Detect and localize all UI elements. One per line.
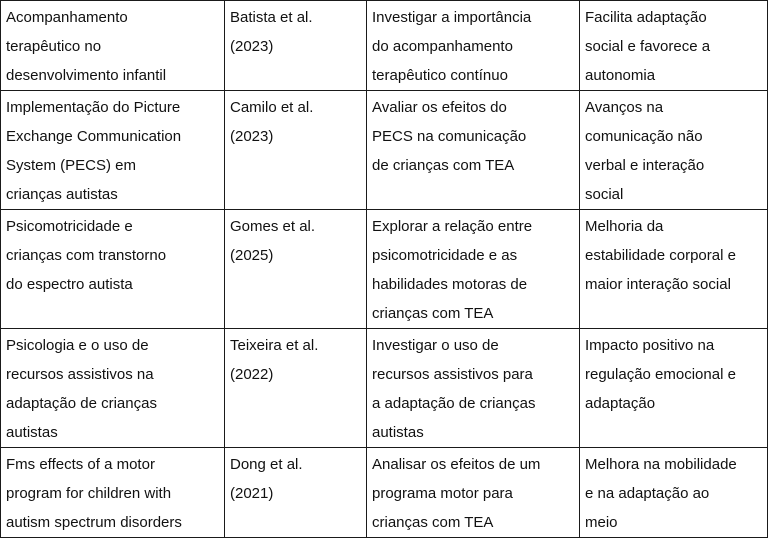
cell-line: meio (585, 514, 618, 531)
cell-line: regulação emocional e (585, 366, 736, 383)
study-objective-cell (367, 91, 580, 210)
study-results-cell (580, 329, 768, 448)
cell-line: do acompanhamento (372, 38, 513, 55)
cell-line: (2021) (230, 485, 274, 502)
cell-line: estabilidade corporal e (585, 247, 736, 264)
cell-line: Acompanhamento (6, 9, 128, 26)
cell-line: Analisar os efeitos de um (372, 456, 541, 473)
cell-line: maior interação social (585, 276, 731, 293)
cell-line: Dong et al. (230, 456, 303, 473)
cell-line: Impacto positivo na (585, 337, 715, 354)
cell-line: Batista et al. (230, 9, 313, 26)
cell-line: recursos assistivos na (6, 366, 154, 383)
cell-line: (2023) (230, 128, 274, 145)
cell-line: crianças autistas (6, 186, 118, 203)
cell-line: programa motor para (372, 485, 513, 502)
cell-line: social e favorece a (585, 38, 711, 55)
cell-line: desenvolvimento infantil (6, 67, 167, 84)
cell-line: terapêutico no (6, 38, 102, 55)
study-results-cell (580, 448, 768, 538)
cell-line: de crianças com TEA (372, 157, 515, 174)
cell-line: autistas (372, 424, 424, 441)
study-title-cell (1, 448, 225, 538)
cell-line: crianças com TEA (372, 305, 494, 322)
study-results-cell (580, 1, 768, 91)
cell-line: Melhora na mobilidade (585, 456, 737, 473)
cell-line: terapêutico contínuo (372, 67, 508, 84)
cell-line: Investigar o uso de (372, 337, 499, 354)
studies-table-body (1, 1, 768, 538)
study-objective-cell (367, 210, 580, 329)
cell-line: PECS na comunicação (372, 128, 527, 145)
cell-line: comunicação não (585, 128, 703, 145)
cell-line: Explorar a relação entre (372, 218, 533, 235)
cell-line: Avanços na (585, 99, 664, 116)
cell-line: do espectro autista (6, 276, 133, 293)
study-authors-cell (225, 1, 367, 91)
cell-line: Facilita adaptação (585, 9, 707, 26)
study-authors-cell (225, 210, 367, 329)
cell-line: e na adaptação ao (585, 485, 710, 502)
cell-line: autistas (6, 424, 58, 441)
cell-line: program for children with (6, 485, 172, 502)
cell-line: Exchange Communication (6, 128, 182, 145)
cell-line: Melhoria da (585, 218, 664, 235)
table-row (1, 1, 768, 91)
cell-line: habilidades motoras de (372, 276, 528, 293)
study-authors-cell (225, 91, 367, 210)
cell-line: social (585, 186, 624, 203)
study-objective-cell (367, 448, 580, 538)
study-results-cell (580, 91, 768, 210)
study-title-cell (1, 329, 225, 448)
cell-line: (2025) (230, 247, 274, 264)
study-objective-cell (367, 329, 580, 448)
cell-line: adaptação de crianças (6, 395, 157, 412)
study-authors-cell (225, 448, 367, 538)
table-row (1, 91, 768, 210)
cell-line: Teixeira et al. (230, 337, 319, 354)
cell-line: Avaliar os efeitos do (372, 99, 507, 116)
study-results-cell (580, 210, 768, 329)
table-row (1, 329, 768, 448)
table-row (1, 448, 768, 538)
cell-line: crianças com TEA (372, 514, 494, 531)
cell-line: a adaptação de crianças (372, 395, 536, 412)
cell-line: Gomes et al. (230, 218, 316, 235)
cell-line: (2022) (230, 366, 274, 383)
cell-line: autonomia (585, 67, 656, 84)
study-title-cell (1, 210, 225, 329)
cell-line: autism spectrum disorders (6, 514, 182, 531)
study-title-cell (1, 91, 225, 210)
cell-line: verbal e interação (585, 157, 705, 174)
cell-line: recursos assistivos para (372, 366, 533, 383)
cell-line: crianças com transtorno (6, 247, 167, 264)
study-authors-cell (225, 329, 367, 448)
study-objective-cell (367, 1, 580, 91)
cell-line: Psicologia e o uso de (6, 337, 149, 354)
cell-line: Fms effects of a motor (6, 456, 155, 473)
cell-line: System (PECS) em (6, 157, 137, 174)
cell-line: Implementação do Picture (6, 99, 181, 116)
study-title-cell (1, 1, 225, 91)
table-row (1, 210, 768, 329)
cell-line: (2023) (230, 38, 274, 55)
cell-line: Investigar a importância (372, 9, 532, 26)
cell-line: psicomotricidade e as (372, 247, 518, 264)
cell-line: Camilo et al. (230, 99, 314, 116)
cell-line: Psicomotricidade e (6, 218, 133, 235)
cell-line: adaptação (585, 395, 656, 412)
